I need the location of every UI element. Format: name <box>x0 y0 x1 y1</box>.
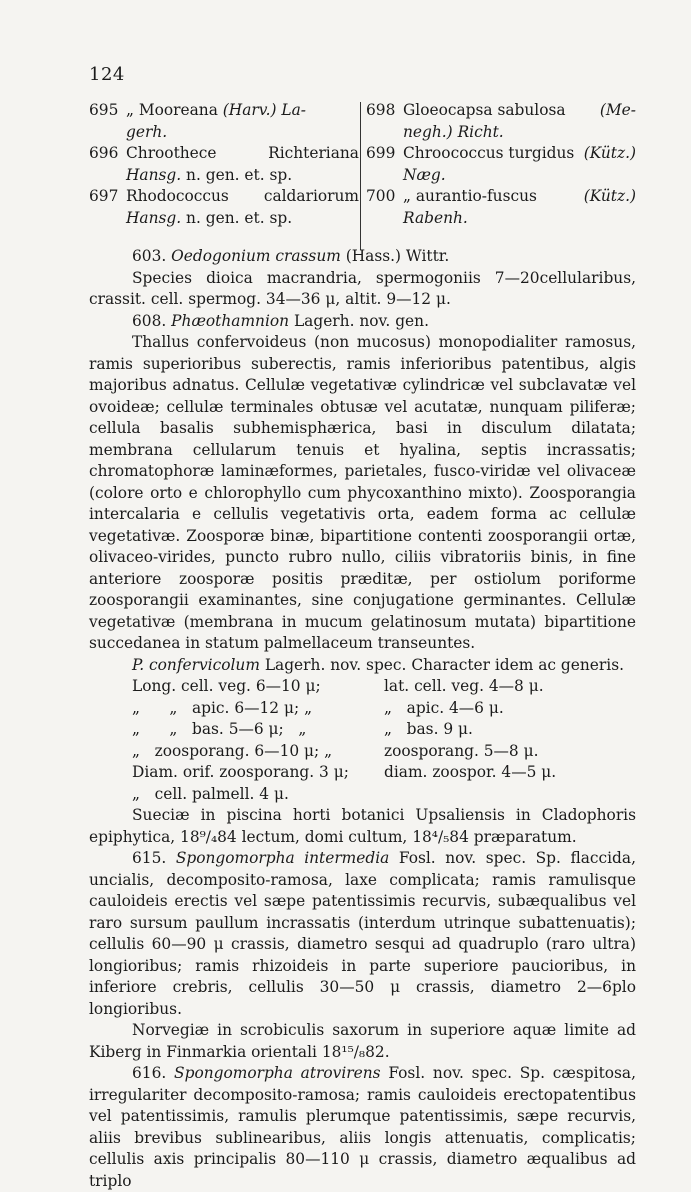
entry-number: 697 <box>89 187 119 205</box>
entry-number: 696 <box>89 144 119 162</box>
species-name: caldariorum <box>263 187 359 205</box>
genus-name: Rhodococcus <box>126 187 229 205</box>
species-author: Hansg. <box>126 165 182 184</box>
paragraph-locality: Norvegiæ in scrobiculis saxorum in superiore aquæ limite ad Kiberg in Finmarkia orientali 18¹⁵/₈82. <box>89 1021 636 1061</box>
list-item <box>89 100 359 143</box>
list-item <box>366 100 636 143</box>
species-list-columns <box>89 100 636 250</box>
species-name: Richteriana <box>268 144 359 162</box>
left-column <box>89 100 359 229</box>
table-row: „ zoosporang. 6—10 μ; „ zoosporang. 5—8 μ. <box>132 741 539 760</box>
species-note: n. gen. et. sp. <box>181 208 293 227</box>
species-author: (Me- <box>599 101 636 119</box>
list-item <box>366 186 636 229</box>
species-author: negh.) Richt. <box>403 122 504 141</box>
paragraph-616: 616. Spongomorpha atrovirens Fosl. nov. spec. Sp. cæspitosa, irregulariter decomposito-ramosa; ramis cauloideis erectopatentibus vel patentissimis, ramulis plerumque patentissimis, sæpe recurvis, aliis brevibus sublinearibus, aliis longis attenuatis, complicatis; cellulis axis principalis 80—110 μ crassis, diametro æqualibus ad triplo <box>89 1064 636 1190</box>
genus-name: Chroothece <box>126 144 217 162</box>
list-item <box>89 143 359 186</box>
species-author: gerh. <box>126 122 168 141</box>
species-note: n. gen. et. sp. <box>181 165 293 184</box>
table-row: „ cell. palmell. 4 μ. <box>132 784 289 803</box>
column-divider <box>360 102 361 250</box>
heading-608: 608. Phæothamnion Lagerh. nov. gen. <box>132 311 429 330</box>
species-author: Hansg. <box>126 208 182 227</box>
page-number: 124 <box>89 64 125 85</box>
paragraph-615: 615. Spongomorpha intermedia Fosl. nov. spec. Sp. flaccida, uncialis, decomposito-ramosa, laxe complicata; ramis ramulisque cauloideis erectis vel sæpe patentissimis recurvis, subæqualibus vel raro sursum paullum incrassatis (interdum utrinque subattenuatis); cellulis 60—90 μ crassis, diametro sesqui ad quadruplo (raro ultra) longioribus; ramis rhizoideis in parte superiore paucioribus, in inferiore crebris, cellulis 30—50 μ crassis, diametro 2—6plo longioribus. <box>89 849 636 1018</box>
species-author: (Kütz.) <box>583 187 636 205</box>
entry-number: 699 <box>366 144 396 162</box>
paragraph-603: Species dioica macrandria, spermogoniis 7—20cellularibus, crassit. cell. spermog. 34—36 μ, altit. 9—12 μ. <box>89 268 636 308</box>
species-author: (Harv.) La- <box>222 101 306 119</box>
species-heading: P. confervicolum Lagerh. nov. spec. Character idem ac generis. <box>132 655 624 674</box>
entry-number: 698 <box>366 101 396 119</box>
species-name: „ aurantio-fuscus <box>403 187 537 205</box>
species-name: Chroococcus turgidus <box>403 144 575 162</box>
entry-number: 695 <box>89 101 119 119</box>
list-item <box>89 186 359 229</box>
table-row: Long. cell. veg. 6—10 μ; lat. cell. veg. 4—8 μ. <box>132 677 544 695</box>
table-row: Diam. orif. zoosporang. 3 μ; diam. zoospor. 4—5 μ. <box>132 763 557 781</box>
measurement-table <box>89 676 636 805</box>
entry-number: 700 <box>366 187 396 205</box>
main-text <box>89 246 636 1192</box>
species-author: Rabenh. <box>403 208 468 227</box>
table-row: „ „ apic. 6—12 μ; „ „ apic. 4—6 μ. <box>132 698 504 717</box>
paragraph-locality: Sueciæ in piscina horti botanici Upsaliensis in Cladophoris epiphytica, 18⁹/₄84 lectum, domi cultum, 18⁴/₅84 præparatum. <box>89 806 636 846</box>
species-name: „ Mooreana <box>126 101 223 119</box>
species-name: Gloeocapsa sabulosa <box>403 101 566 119</box>
paragraph-608: Thallus confervoideus (non mucosus) monopodialiter ramosus, ramis superioribus suberectis, ramis inferioribus patentibus, algis majoribus adnatus. Cellulæ vegetativæ cylindricæ vel subclavatæ vel ovoideæ; cellulæ terminales obtusæ vel acutatæ, nunquam piliferæ; cellula basalis subhemisphærica, basi in disculum dilatata; membrana cellularum tenuis et hyalina, septis incrassatis; chromatophoræ laminæformes, parietales, fusco-viridæ vel olivaceæ (colore orto e chlorophyllo cum phycoxanthino mixto). Zoosporangia intercalaria e cellulis vegetativis orta, eadem forma ac cellulæ vegetativæ. Zoosporæ binæ, bipartitione contenti zoosporangii ortæ, olivaceo-virides, puncto rubro nullo, ciliis vibratoriis binis, in fine anteriore zoosporæ positis præditæ, per ostiolum poriforme zoosporangii examinantes, sine conjugatione germinantes. Cellulæ vegetativæ (membrana in mucum gelatinosum mutata) bipartitione succedanea in statum palmellaceum transeuntes. <box>89 333 636 652</box>
heading-603: 603. Oedogonium crassum (Hass.) Wittr. <box>132 247 450 265</box>
species-author: (Kütz.) <box>583 144 636 162</box>
list-item <box>366 143 636 186</box>
table-row: „ „ bas. 5—6 μ; „ „ bas. 9 μ. <box>132 720 473 738</box>
right-column <box>366 100 636 229</box>
species-author: Næg. <box>403 165 446 184</box>
